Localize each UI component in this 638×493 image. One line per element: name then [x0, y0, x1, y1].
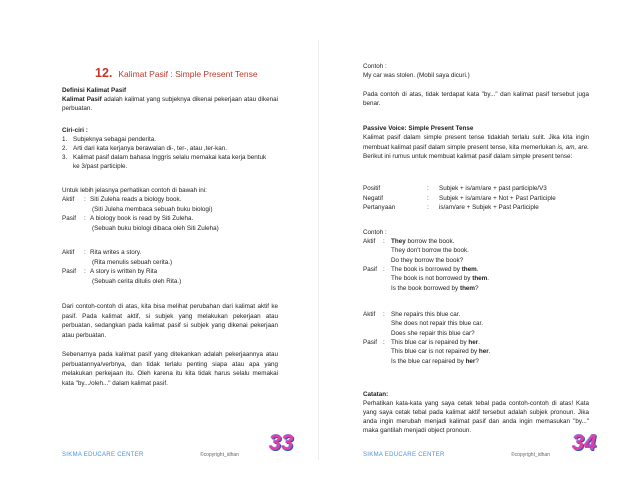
example-pronoun: them	[461, 265, 477, 273]
example-pronoun: her	[468, 338, 479, 346]
ciri-item: Kalimat pasif dalam bahasa Inggris selalu memakai kata kerja bentuk	[73, 154, 267, 161]
paragraph-2: Sebenarnya pada kalimat pasif yang ditekankan adalah pekerjaannya atau perbuatannya/verbnya, dan tidak terlalu penting siapa atau apa yang melakukan perkejaan itu. Oleh karena itu kita tidak harus selalu memakai kata "by.../oleh..." dalam kalimat pasif.	[62, 351, 278, 387]
example-text: .	[487, 275, 490, 283]
example-separator: :	[84, 215, 86, 222]
example-line	[391, 338, 480, 347]
example-text: ?	[475, 284, 479, 292]
example-text: This blue car is not repaired by	[391, 348, 479, 356]
formula-separator: :	[427, 185, 429, 192]
page-number: 34	[572, 430, 597, 455]
example-line	[391, 284, 479, 293]
example-text: This blue car is repaired by	[391, 338, 469, 346]
example-line: (Sebuah cerita ditulis oleh Rita.)	[92, 277, 182, 285]
example-line	[391, 310, 460, 319]
ciri-item: Arti dari kata kerjanya berawalan di-, ter-, atau ,ter-kan.	[73, 145, 227, 152]
example-text: Do they borrow the book?	[391, 256, 464, 264]
formula-text: Subjek + is/am/are + Not + Past Participle	[439, 194, 556, 202]
example-pronoun: her	[478, 348, 489, 356]
example-separator: :	[383, 265, 385, 273]
right-page	[319, 0, 638, 493]
example-label: Aktif	[363, 311, 376, 318]
example-text: She does not repair this blue car.	[391, 320, 484, 328]
formula-separator: :	[427, 194, 429, 202]
example-line: Rita writes a story.	[90, 249, 142, 256]
example-text: The book is borrowed by	[391, 265, 462, 273]
example-line: (Sebuah buku biologi dibaca oleh Siti Zuleha)	[92, 224, 219, 232]
definition-lead: Kalimat Pasif	[62, 96, 102, 103]
pv-text-em: is, am, are.	[557, 143, 589, 151]
example-label: Aktif	[62, 249, 75, 256]
example-separator: :	[84, 268, 86, 275]
example-pronoun: her	[465, 357, 476, 365]
example-pronoun: They	[391, 238, 406, 245]
formula-label: Pertanyaan	[363, 204, 396, 211]
formula-label: Negatif	[363, 194, 383, 202]
ciri-number: 1.	[62, 136, 68, 143]
formula-label: Positif	[363, 185, 381, 192]
ciri-number: 2.	[62, 145, 68, 152]
ciri-item: ke 3/past participle.	[73, 163, 128, 170]
example-text: Is the book borrowed by	[391, 284, 460, 292]
definition-text	[62, 95, 278, 113]
example-label: Aktif	[363, 238, 376, 245]
example-text: Is the blue car repaired by	[391, 357, 466, 365]
example-line	[391, 357, 479, 366]
example-line: (Siti Juleha membaca sebuah buku biologi)	[92, 205, 213, 213]
passive-voice-heading: Passive Voice: Simple Present Tense	[363, 125, 474, 132]
example-label: Pasif	[62, 268, 76, 275]
example-line: Siti Zuleha reads a biology book.	[90, 196, 182, 203]
page-number: 33	[269, 430, 294, 455]
example-separator: :	[383, 238, 385, 245]
catatan-text: Perhatikan kata-kata yang saya cetak tebal pada contoh-contoh di atas! Kata yang saya cetak tebal pada kalimat aktif tersebut adalah subjek pronoun. Jika anda ingin merubah menjadi kalimat pasif dan anda ingin memasukan "by..." maka gantilah menjadi object pronoun.	[363, 400, 589, 434]
footer-brand: SIKMA EDUCARE CENTER	[363, 452, 445, 458]
example-text: .	[488, 348, 491, 356]
example-separator: :	[84, 249, 86, 256]
formula-separator: :	[427, 204, 429, 211]
intro-text: Untuk lebih jelasnya perhatikan contoh di bawah ini:	[62, 187, 207, 194]
example-text: She repairs this blue car.	[391, 311, 461, 318]
example-text: .	[476, 265, 479, 273]
example-line	[391, 274, 489, 283]
definition-heading: Definisi Kalimat Pasif	[62, 87, 127, 94]
example-label: Aktif	[62, 196, 75, 203]
footer-copyright: ©copyright_idhan	[200, 452, 239, 458]
example-line	[391, 237, 454, 246]
footer-copyright: ©copyright_idhan	[511, 452, 550, 458]
chapter-title	[95, 66, 258, 80]
footer-brand: SIKMA EDUCARE CENTER	[62, 452, 144, 458]
example-line: (Rita menulis sebuah cerita.)	[92, 258, 173, 266]
example-pronoun: them	[472, 275, 488, 283]
contoh2-heading: Contoh :	[363, 229, 387, 236]
formula-text: Subjek + is/am/are + past participle/V3	[439, 185, 547, 192]
example-label: Pasif	[62, 215, 76, 222]
example-line: A biology book is read by Siti Zuleha.	[90, 215, 194, 222]
chapter-number: 12.	[95, 66, 113, 80]
definition-rest: adalah kalimat yang subjeknya dikenai pekerjaan atau dikenai perbuatan.	[62, 96, 279, 112]
example-text: The book is not borrowed by	[391, 275, 473, 283]
paragraph-1: Dari contoh-contoh di atas, kita bisa melihat perubahan dari kalimat aktif ke pasif. Pada kalimat aktif, si subjek yang melakukan pekerjaan atau perbuatan, sedangkan pada kalimat pasif si subjek yang dikenai pekerjaan atau perbuatan.	[62, 303, 278, 339]
example-line	[391, 246, 469, 255]
example-line	[391, 319, 483, 328]
contoh-heading: Contoh :	[363, 63, 387, 70]
example-pronoun: them	[459, 284, 476, 292]
example-line	[391, 256, 463, 265]
example-text: borrow the book.	[405, 238, 455, 245]
ciri-heading: Ciri-ciri :	[62, 127, 88, 134]
example-line	[391, 329, 475, 338]
example-label: Pasif	[363, 265, 377, 273]
passive-voice-paragraph	[363, 133, 589, 162]
pv-text-b: Berikut ini rumus untuk membuat kalimat pasif dalam simple present tense:	[363, 153, 573, 161]
example-text: .	[478, 338, 480, 346]
pv-text-a: Kalimat pasif dalam simple present tense tidaklah terlalu sulit. Jika kita ingin membuat kalimat pasif dalam simple present tense, kita memerlukan	[363, 134, 589, 151]
example-separator: :	[383, 338, 385, 346]
chapter-title-text: Kalimat Pasif : Simple Present Tense	[118, 69, 258, 79]
formula-text: is/am/are + Subjek + Past Participle	[439, 204, 539, 211]
ciri-number: 3.	[62, 154, 68, 161]
example-line: A story is written by Rita	[90, 268, 158, 275]
example-separator: :	[383, 311, 385, 318]
note-text: Pada contoh di atas, tidak terdapat kata "by..." dan kalimat pasif tersebut juga benar.	[363, 91, 589, 107]
example-text: They don't borrow the book.	[391, 247, 469, 255]
example-separator: :	[84, 196, 86, 203]
contoh-line: My car was stolen. (Mobil saya dicuri.)	[363, 72, 470, 79]
catatan-heading: Catatan:	[363, 391, 389, 398]
example-text: Does she repair this blue car?	[391, 329, 475, 337]
example-text: ?	[475, 357, 479, 365]
example-label: Pasif	[363, 338, 377, 346]
ciri-item: Subjeknya sebagai penderita.	[73, 136, 156, 143]
example-line	[391, 347, 490, 356]
example-line	[391, 265, 479, 274]
